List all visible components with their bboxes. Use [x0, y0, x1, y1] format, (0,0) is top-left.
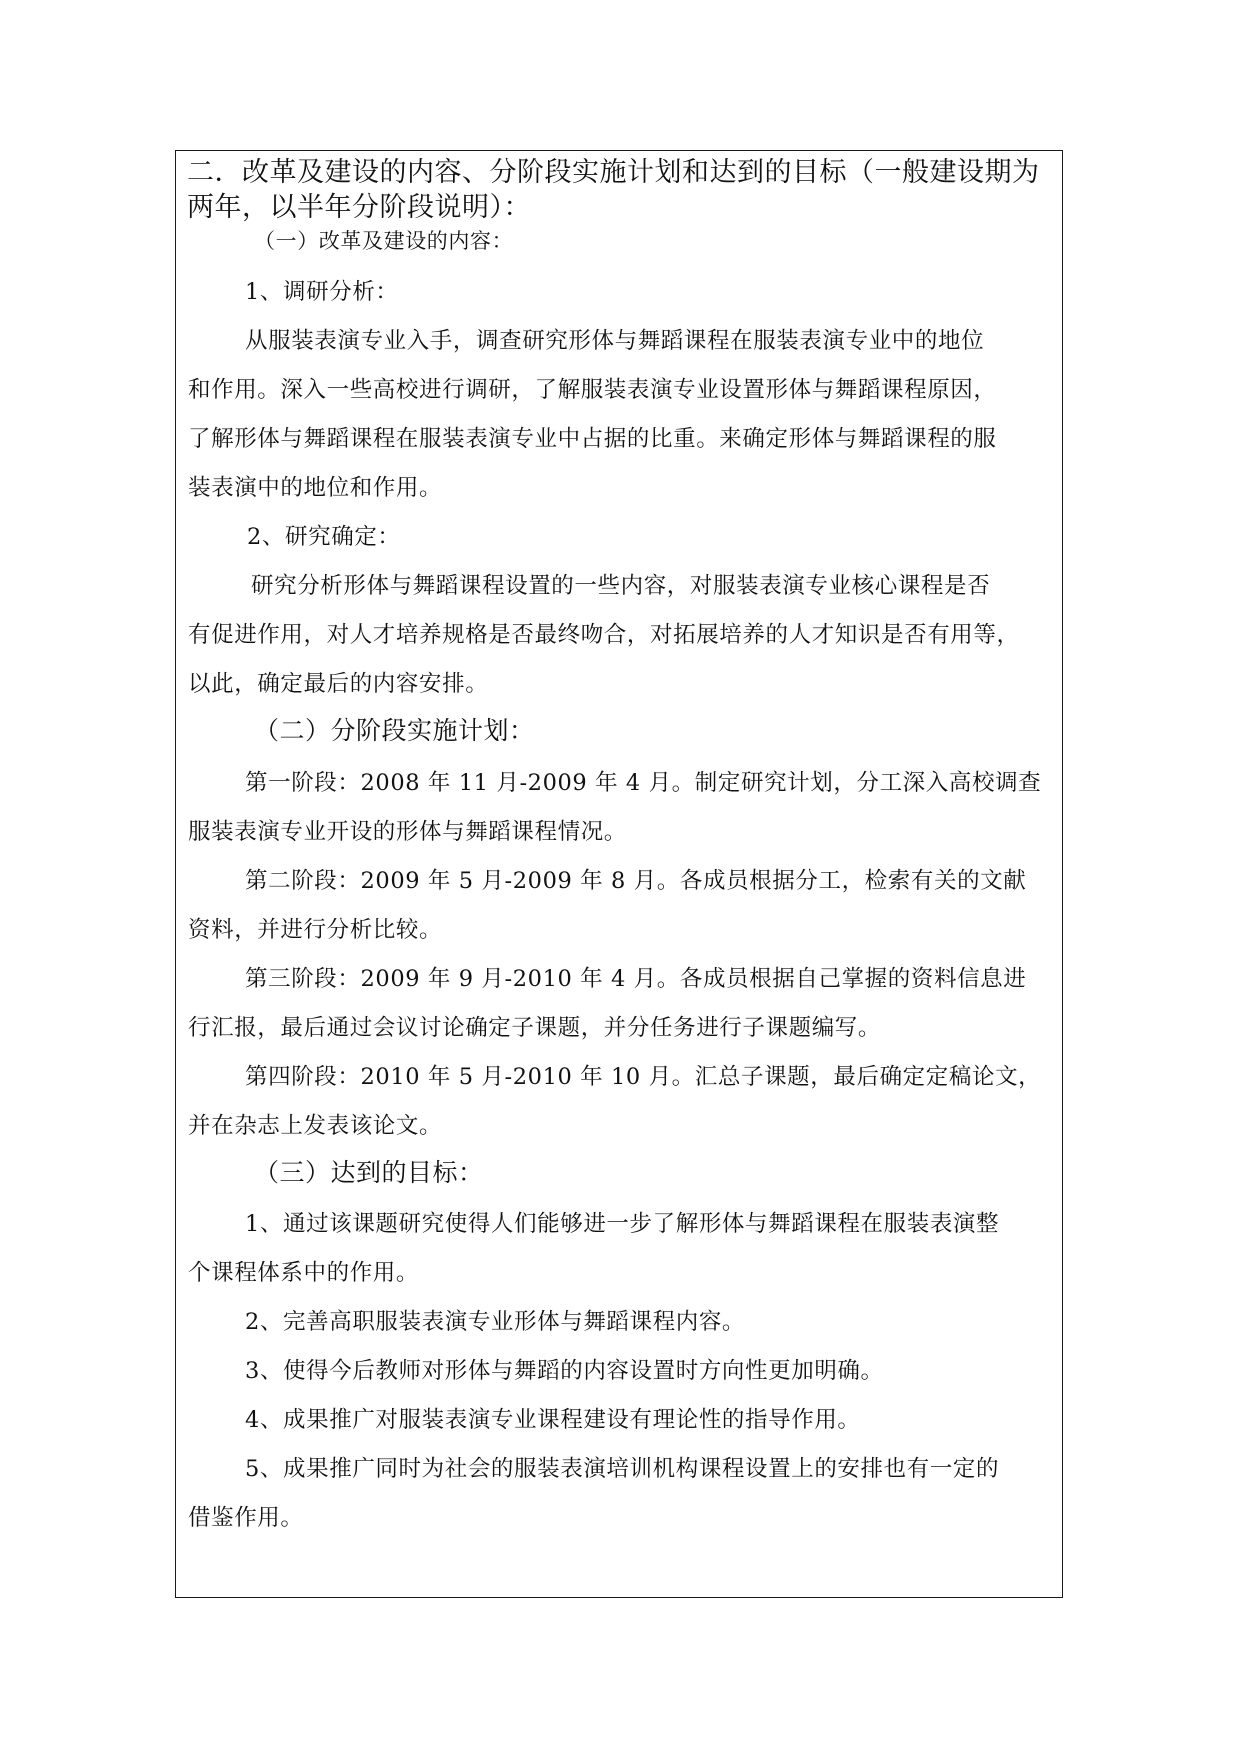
goal-line: 3、使得今后教师对形体与舞蹈的内容设置时方向性更加明确。: [245, 1358, 884, 1384]
goal-line: 个课程体系中的作用。: [188, 1260, 420, 1286]
paragraph-line: 了解形体与舞蹈课程在服装表演专业中占据的比重。来确定形体与舞蹈课程的服: [188, 426, 997, 452]
plan-line: 行汇报，最后通过会议讨论确定子课题，并分任务进行子课题编写。: [188, 1015, 882, 1041]
plan-line: 资料，并进行分析比较。: [188, 917, 443, 943]
goal-line: 借鉴作用。: [188, 1505, 304, 1531]
plan-line: 并在杂志上发表该论文。: [188, 1113, 443, 1139]
goals-heading: （三）达到的目标：: [254, 1158, 484, 1187]
section-heading: 二．改革及建设的内容、分阶段实施计划和达到的目标（一般建设期为两年，以半年分阶段说明）：: [187, 157, 1040, 223]
item1-title: 1、调研分析：: [245, 279, 399, 305]
paragraph-line: 从服装表演专业入手，调查研究形体与舞蹈课程在服装表演专业中的地位: [245, 328, 985, 354]
paragraph-line: 有促进作用，对人才培养规格是否最终吻合，对拓展培养的人才知识是否有用等，: [188, 622, 1020, 648]
item2-title: 2、研究确定：: [247, 524, 401, 550]
content-heading: （一）改革及建设的内容：: [254, 229, 514, 253]
goal-line: 2、完善高职服装表演专业形体与舞蹈课程内容。: [245, 1309, 746, 1335]
goal-line: 1、通过该课题研究使得人们能够进一步了解形体与舞蹈课程在服装表演整: [245, 1211, 1000, 1237]
paragraph-line: 装表演中的地位和作用。: [188, 475, 443, 501]
plan-line: 服装表演专业开设的形体与舞蹈课程情况。: [188, 819, 627, 845]
paragraph-line: 研究分析形体与舞蹈课程设置的一些内容，对服装表演专业核心课程是否: [251, 573, 991, 599]
plan-line: 第三阶段：2009 年 9 月-2010 年 4 月。各成员根据自己掌握的资料信息进: [245, 966, 1027, 992]
plan-line: 第四阶段：2010 年 5 月-2010 年 10 月。汇总子课题，最后确定定稿论文，: [245, 1064, 1042, 1090]
paragraph-line: 和作用。深入一些高校进行调研，了解服装表演专业设置形体与舞蹈课程原因，: [188, 377, 997, 403]
plan-line: 第一阶段：2008 年 11 月-2009 年 4 月。制定研究计划，分工深入高校调查: [245, 770, 1042, 796]
goal-line: 5、成果推广同时为社会的服装表演培训机构课程设置上的安排也有一定的: [245, 1456, 1000, 1482]
plan-line: 第二阶段：2009 年 5 月-2009 年 8 月。各成员根据分工，检索有关的文献: [245, 868, 1027, 894]
plan-heading: （二）分阶段实施计划：: [254, 716, 535, 745]
goal-line: 4、成果推广对服装表演专业课程建设有理论性的指导作用。: [245, 1407, 861, 1433]
paragraph-line: 以此，确定最后的内容安排。: [188, 671, 489, 697]
